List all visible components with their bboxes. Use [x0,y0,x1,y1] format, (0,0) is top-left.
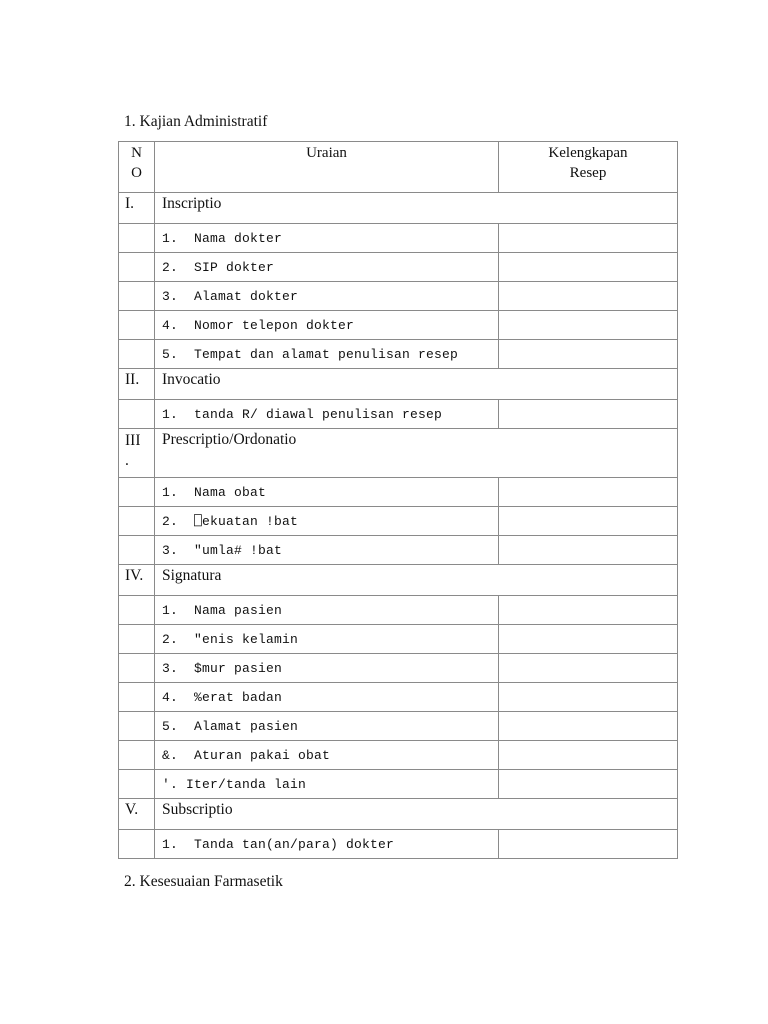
table-header-row [119,142,678,193]
section-number: II. [119,369,155,400]
item-label: 5. Tempat dan alamat penulisan resep [155,340,499,369]
checklist-cell [499,507,678,536]
section-heading-kajian-administratif: 1. Kajian Administratif [124,113,268,130]
table-row [119,311,678,340]
section-number: IV. [119,565,155,596]
checklist-cell [499,311,678,340]
section-number [119,429,155,478]
checklist-cell [499,741,678,770]
table-row [119,625,678,654]
item-label: 1. Tanda tan(an/para) dokter [155,830,499,859]
section-title: Signatura [155,565,678,596]
section-row-signatura [119,565,678,596]
checklist-cell [499,596,678,625]
checklist-cell [499,625,678,654]
section-number: V. [119,799,155,830]
section-title: Inscriptio [155,193,678,224]
table-row [119,507,678,536]
checklist-cell [499,654,678,683]
checklist-cell [499,683,678,712]
header-no [119,142,155,193]
section-heading-kesesuaian-farmasetik: 2. Kesesuaian Farmasetik [124,873,283,890]
section-row-subscriptio [119,799,678,830]
header-kelengkapan-line2: Resep [569,165,607,181]
header-kelengkapan [499,142,678,193]
checklist-cell [499,400,678,429]
item-label: 1. Nama obat [155,478,499,507]
section-title: Prescriptio/Ordonatio [155,429,678,478]
section-number-line1: III [125,432,141,449]
section-title: Invocatio [155,369,678,400]
table-row [119,536,678,565]
table-row [119,770,678,799]
kajian-administratif-table [118,141,678,859]
table-row [119,340,678,369]
item-label: '. Iter/tanda lain [155,770,499,799]
section-number: I. [119,193,155,224]
checklist-cell [499,340,678,369]
item-label: 3. $mur pasien [155,654,499,683]
checklist-cell [499,253,678,282]
table-row [119,400,678,429]
item-label: 4. Nomor telepon dokter [155,311,499,340]
item-label: 5. Alamat pasien [155,712,499,741]
checklist-cell [499,282,678,311]
item-label: 1. Nama dokter [155,224,499,253]
header-no-line2: O [131,165,142,181]
item-label: 2. "enis kelamin [155,625,499,654]
section-row-inscriptio [119,193,678,224]
checklist-cell [499,536,678,565]
table-row [119,654,678,683]
section-title: Subscriptio [155,799,678,830]
item-label: 1. tanda R/ diawal penulisan resep [155,400,499,429]
table-row [119,683,678,712]
item-label: &. Aturan pakai obat [155,741,499,770]
item-label: 3. "umla# !bat [155,536,499,565]
item-label: 4. %erat badan [155,683,499,712]
checklist-cell [499,770,678,799]
section-number-line2: . [125,452,129,469]
table-row [119,253,678,282]
header-uraian: Uraian [155,142,499,193]
table-row [119,596,678,625]
checklist-cell [499,712,678,741]
header-kelengkapan-line1: Kelengkapan [548,145,628,161]
header-no-line1: N [131,145,142,161]
checklist-cell [499,224,678,253]
table-row [119,224,678,253]
table-row [119,712,678,741]
checklist-cell [499,830,678,859]
table-row [119,830,678,859]
item-label: 2. ⎕ekuatan !bat [155,507,499,536]
item-label: 2. SIP dokter [155,253,499,282]
section-row-prescriptio [119,429,678,478]
section-row-invocatio [119,369,678,400]
checklist-cell [499,478,678,507]
table-row [119,478,678,507]
item-label: 3. Alamat dokter [155,282,499,311]
table-row [119,741,678,770]
table-row [119,282,678,311]
item-label: 1. Nama pasien [155,596,499,625]
